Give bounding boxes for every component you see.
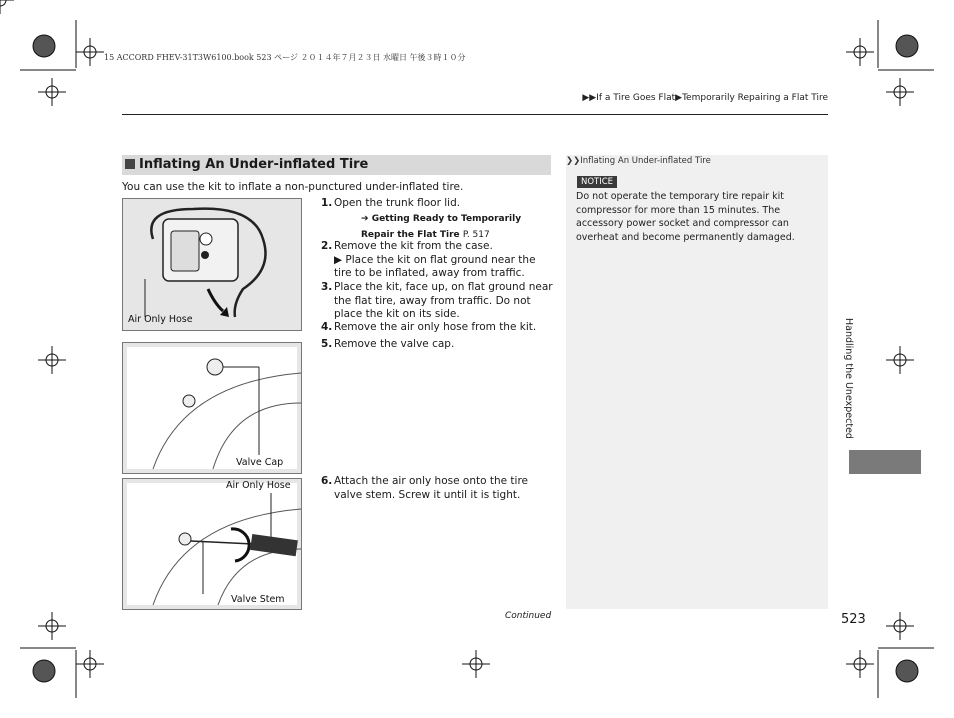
step-number: 6. [321, 475, 333, 487]
chapter-tab [843, 318, 862, 448]
hose-stem-illustration [123, 479, 301, 609]
step-text: Remove the kit from the case. [334, 240, 493, 252]
reference-page: P. 517 [462, 229, 490, 240]
header-rule [122, 114, 828, 115]
step-text: Attach the air only hose onto the tire valve stem. Screw it until it is tight. [334, 475, 529, 501]
sidebar-title-text: Inflating An Under-inflated Tire [580, 156, 711, 166]
sidebar-body: Do not operate the temporary tire repair kit compressor for more than 15 minutes. The accessory power socket and compressor can overheat and become permanently damaged. [576, 191, 795, 243]
reference-title: Getting Ready to Temporarily Repair the Flat Tire [361, 213, 522, 240]
breadcrumb-part1: If a Tire Goes Flat [596, 93, 676, 103]
figure-label-valve-stem: Valve Stem [231, 594, 285, 605]
step-number: 4. [321, 321, 333, 333]
kit-illustration [123, 199, 301, 330]
print-header: 15 ACCORD FHEV-31T3W6100.book 523 ページ ２０１４年７月２３日 水曜日 午後３時１０分 [104, 53, 466, 62]
notice-badge: NOTICE [577, 176, 617, 188]
breadcrumb-arrow-icon: ▶ [675, 93, 683, 103]
figure-label-air-only-hose-2: Air Only Hose [226, 480, 291, 491]
chapter-tab-marker [849, 450, 921, 474]
step-1 [321, 197, 553, 243]
triangle-bullet-icon: ▶ [334, 253, 346, 266]
reference-arrow-icon: ➔ [361, 213, 372, 224]
chapter-tab-label: Handling the Unexpected [843, 318, 854, 439]
breadcrumb-arrow-icon: ▶▶ [582, 93, 597, 103]
figure-label-valve-cap: Valve Cap [236, 457, 284, 468]
step-2 [321, 240, 553, 281]
breadcrumb [582, 93, 828, 103]
breadcrumb-part2: Temporarily Repairing a Flat Tire [682, 93, 828, 103]
square-bullet-icon [125, 159, 135, 169]
step-3 [321, 281, 553, 322]
step-text: Open the trunk floor lid. [334, 197, 461, 209]
step-text: Remove the air only hose from the kit. [334, 321, 537, 333]
page-number: 523 [841, 612, 866, 627]
step-4 [321, 321, 553, 335]
step-number: 5. [321, 338, 333, 350]
section-title: Inflating An Under-inflated Tire [139, 157, 369, 172]
substep-text: Place the kit on flat ground near the tire to be inflated, away from traffic. [334, 253, 536, 279]
step-text: Place the kit, face up, on flat ground near the flat tire, away from traffic. Do not place the kit on its side. [334, 281, 553, 320]
tire-valve-illustration [123, 343, 301, 473]
step-number: 3. [321, 281, 333, 293]
step-6 [321, 475, 553, 502]
step-5 [321, 338, 553, 352]
figure-label-air-only-hose: Air Only Hose [128, 314, 193, 325]
figure-kit-hose [122, 198, 302, 331]
sidebar-title [566, 156, 711, 166]
step-substep [321, 254, 553, 281]
intro-text: You can use the kit to inflate a non-punctured under-inflated tire. [122, 181, 464, 193]
continued-label: Continued [505, 611, 552, 621]
figure-valve-cap [122, 342, 302, 474]
section-heading [122, 155, 551, 175]
cross-reference-link[interactable] [321, 211, 553, 243]
step-text: Remove the valve cap. [334, 338, 455, 350]
step-number: 2. [321, 240, 333, 252]
step-number: 1. [321, 197, 333, 209]
figure-hose-on-stem [122, 478, 302, 610]
double-arrow-icon: ❯❯ [566, 156, 581, 166]
